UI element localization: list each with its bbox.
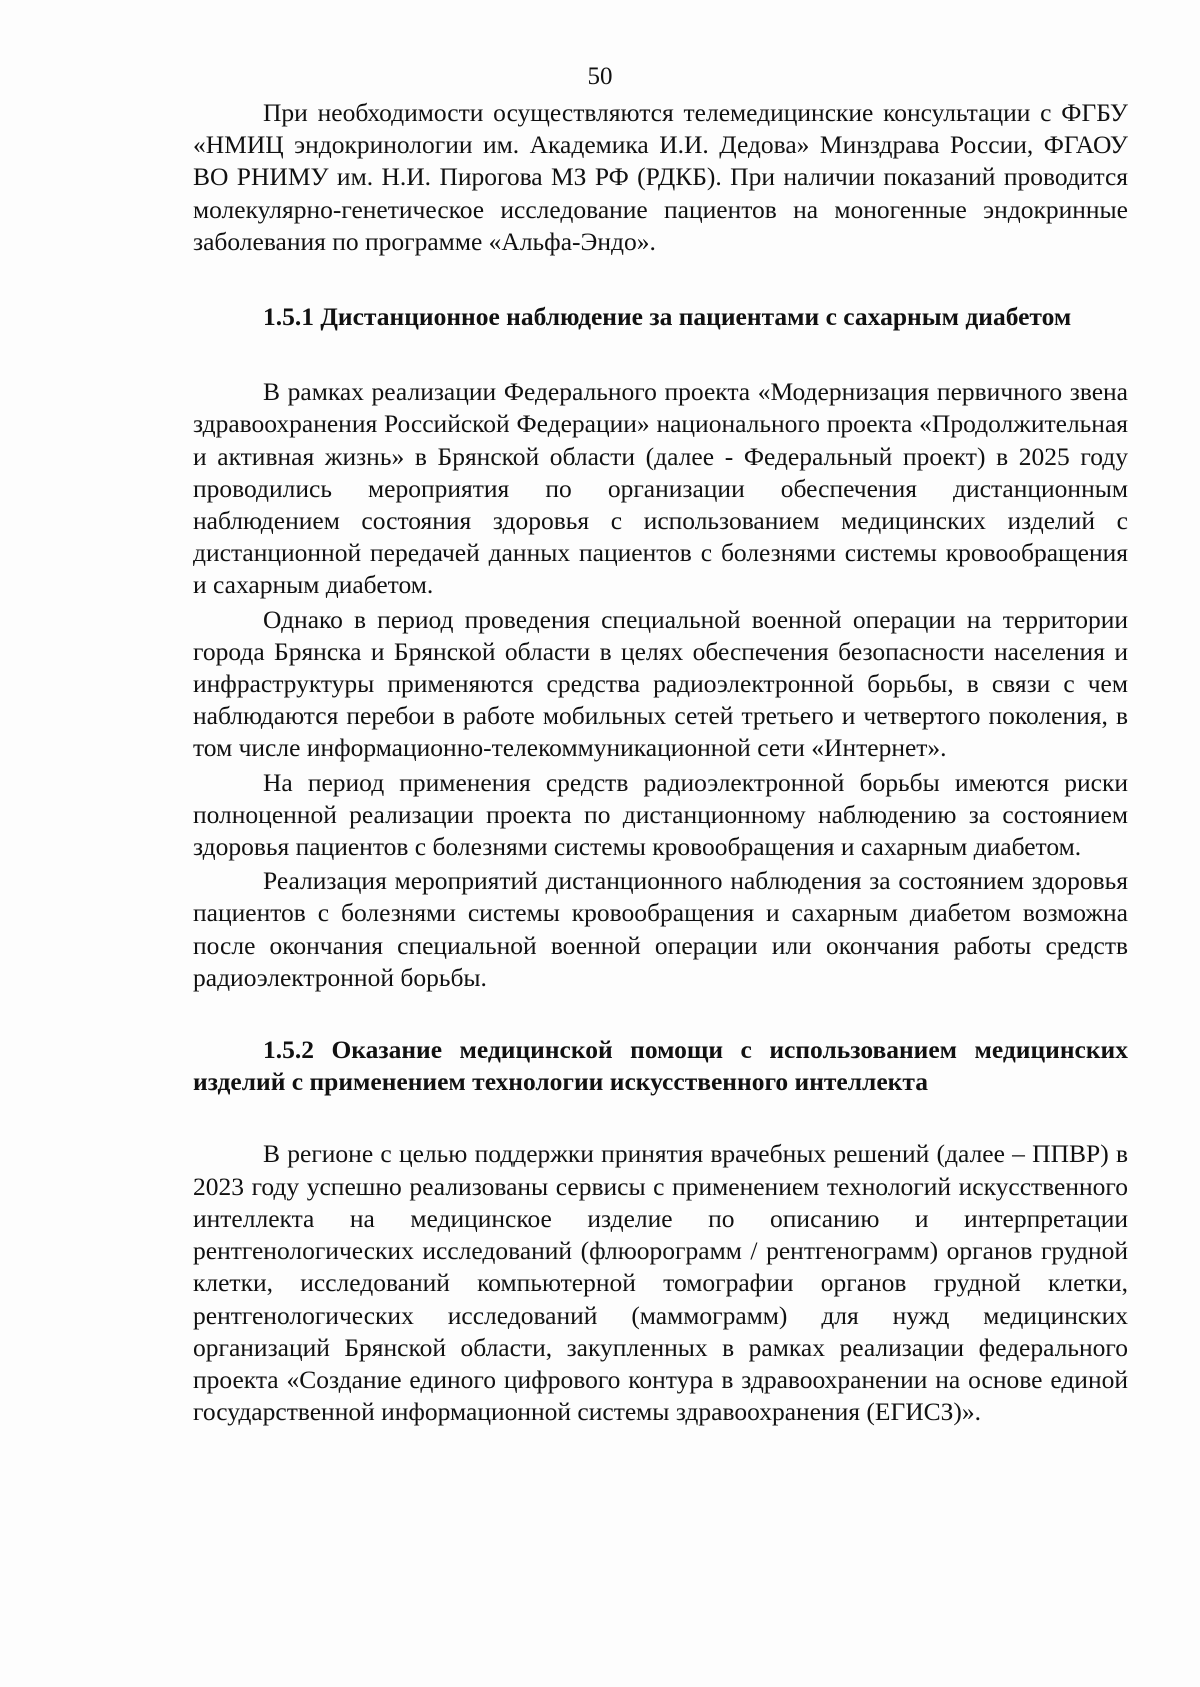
spacer (193, 333, 1128, 376)
spacer (193, 258, 1128, 301)
spacer (193, 994, 1128, 1034)
page-number: 50 (587, 63, 613, 90)
paragraph-telemedicine: При необходимости осуществляются телемедицинские консультации с ФГБУ «НМИЦ эндокринологии им. Академика И.И. Дедова» Минздрава России, ФГАОУ ВО РНИМУ им. Н.И. Пирогова МЗ РФ (РДКБ). При наличии показаний проводится молекулярно-генетическое исследование пациентов на моногенные эндокринные заболевания по программе «Альфа-Эндо». (193, 98, 1128, 256)
paragraph-federal-project: В рамках реализации Федерального проекта «Модернизация первичного звена здравоохранения Российской Федерации» национального проекта «Продолжительная и активная жизнь» в Брянской области (далее - Федеральный проект) в 2025 году проводились мероприятия по организации обеспечения дистанционным наблюдением состояния здоровья с использованием медицинских изделий с дистанционной передачей данных пациентов с болезнями системы кровообращения и сахарным диабетом. (193, 377, 1128, 600)
paragraph-risks: На период применения средств радиоэлектронной борьбы имеются риски полноценной реализации проекта по дистанционному наблюдению за состоянием здоровья пациентов с болезнями системы кровообращения и сахарным диабетом. (193, 767, 1128, 862)
spacer (193, 1098, 1128, 1138)
section-heading-1-5-2: 1.5.2 Оказание медицинской помощи с использованием медицинских изделий с применением технологии искусственного интеллекта (193, 1035, 1128, 1097)
document-body (193, 97, 1128, 1428)
paragraph-electronic-warfare: Однако в период проведения специальной военной операции на территории города Брянска и Брянской области в целях обеспечения безопасности населения и инфраструктуры применяются средства радиоэлектронной борьбы, в связи с чем наблюдаются перебои в работе мобильных сетей третьего и четвертого поколения, в том числе информационно-телекоммуникационной сети «Интернет». (193, 604, 1128, 763)
paragraph-ai-services: В регионе с целью поддержки принятия врачебных решений (далее – ППВР) в 2023 году успешно реализованы сервисы с применением технологий искусственного интеллекта на медицинское изделие по описанию и интерпретации рентгенологических исследований (флюорограмм / рентгенограмм) органов грудной клетки, исследований компьютерной томографии органов грудной клетки, рентгенологических исследований (маммограмм) для нужд медицинских организаций Брянской области, закупленных в рамках реализации федерального проекта «Создание единого цифрового контура в здравоохранении на основе единой государственной информационной системы здравоохранения (ЕГИСЗ)». (193, 1139, 1128, 1427)
section-heading-1-5-1: 1.5.1 Дистанционное наблюдение за пациентами с сахарным диабетом (263, 302, 1072, 332)
paragraph-implementation: Реализация мероприятий дистанционного наблюдения за состоянием здоровья пациентов с болезнями системы кровообращения и сахарным диабетом возможна после окончания специальной военной операции или окончания работы средств радиоэлектронной борьбы. (193, 866, 1128, 992)
